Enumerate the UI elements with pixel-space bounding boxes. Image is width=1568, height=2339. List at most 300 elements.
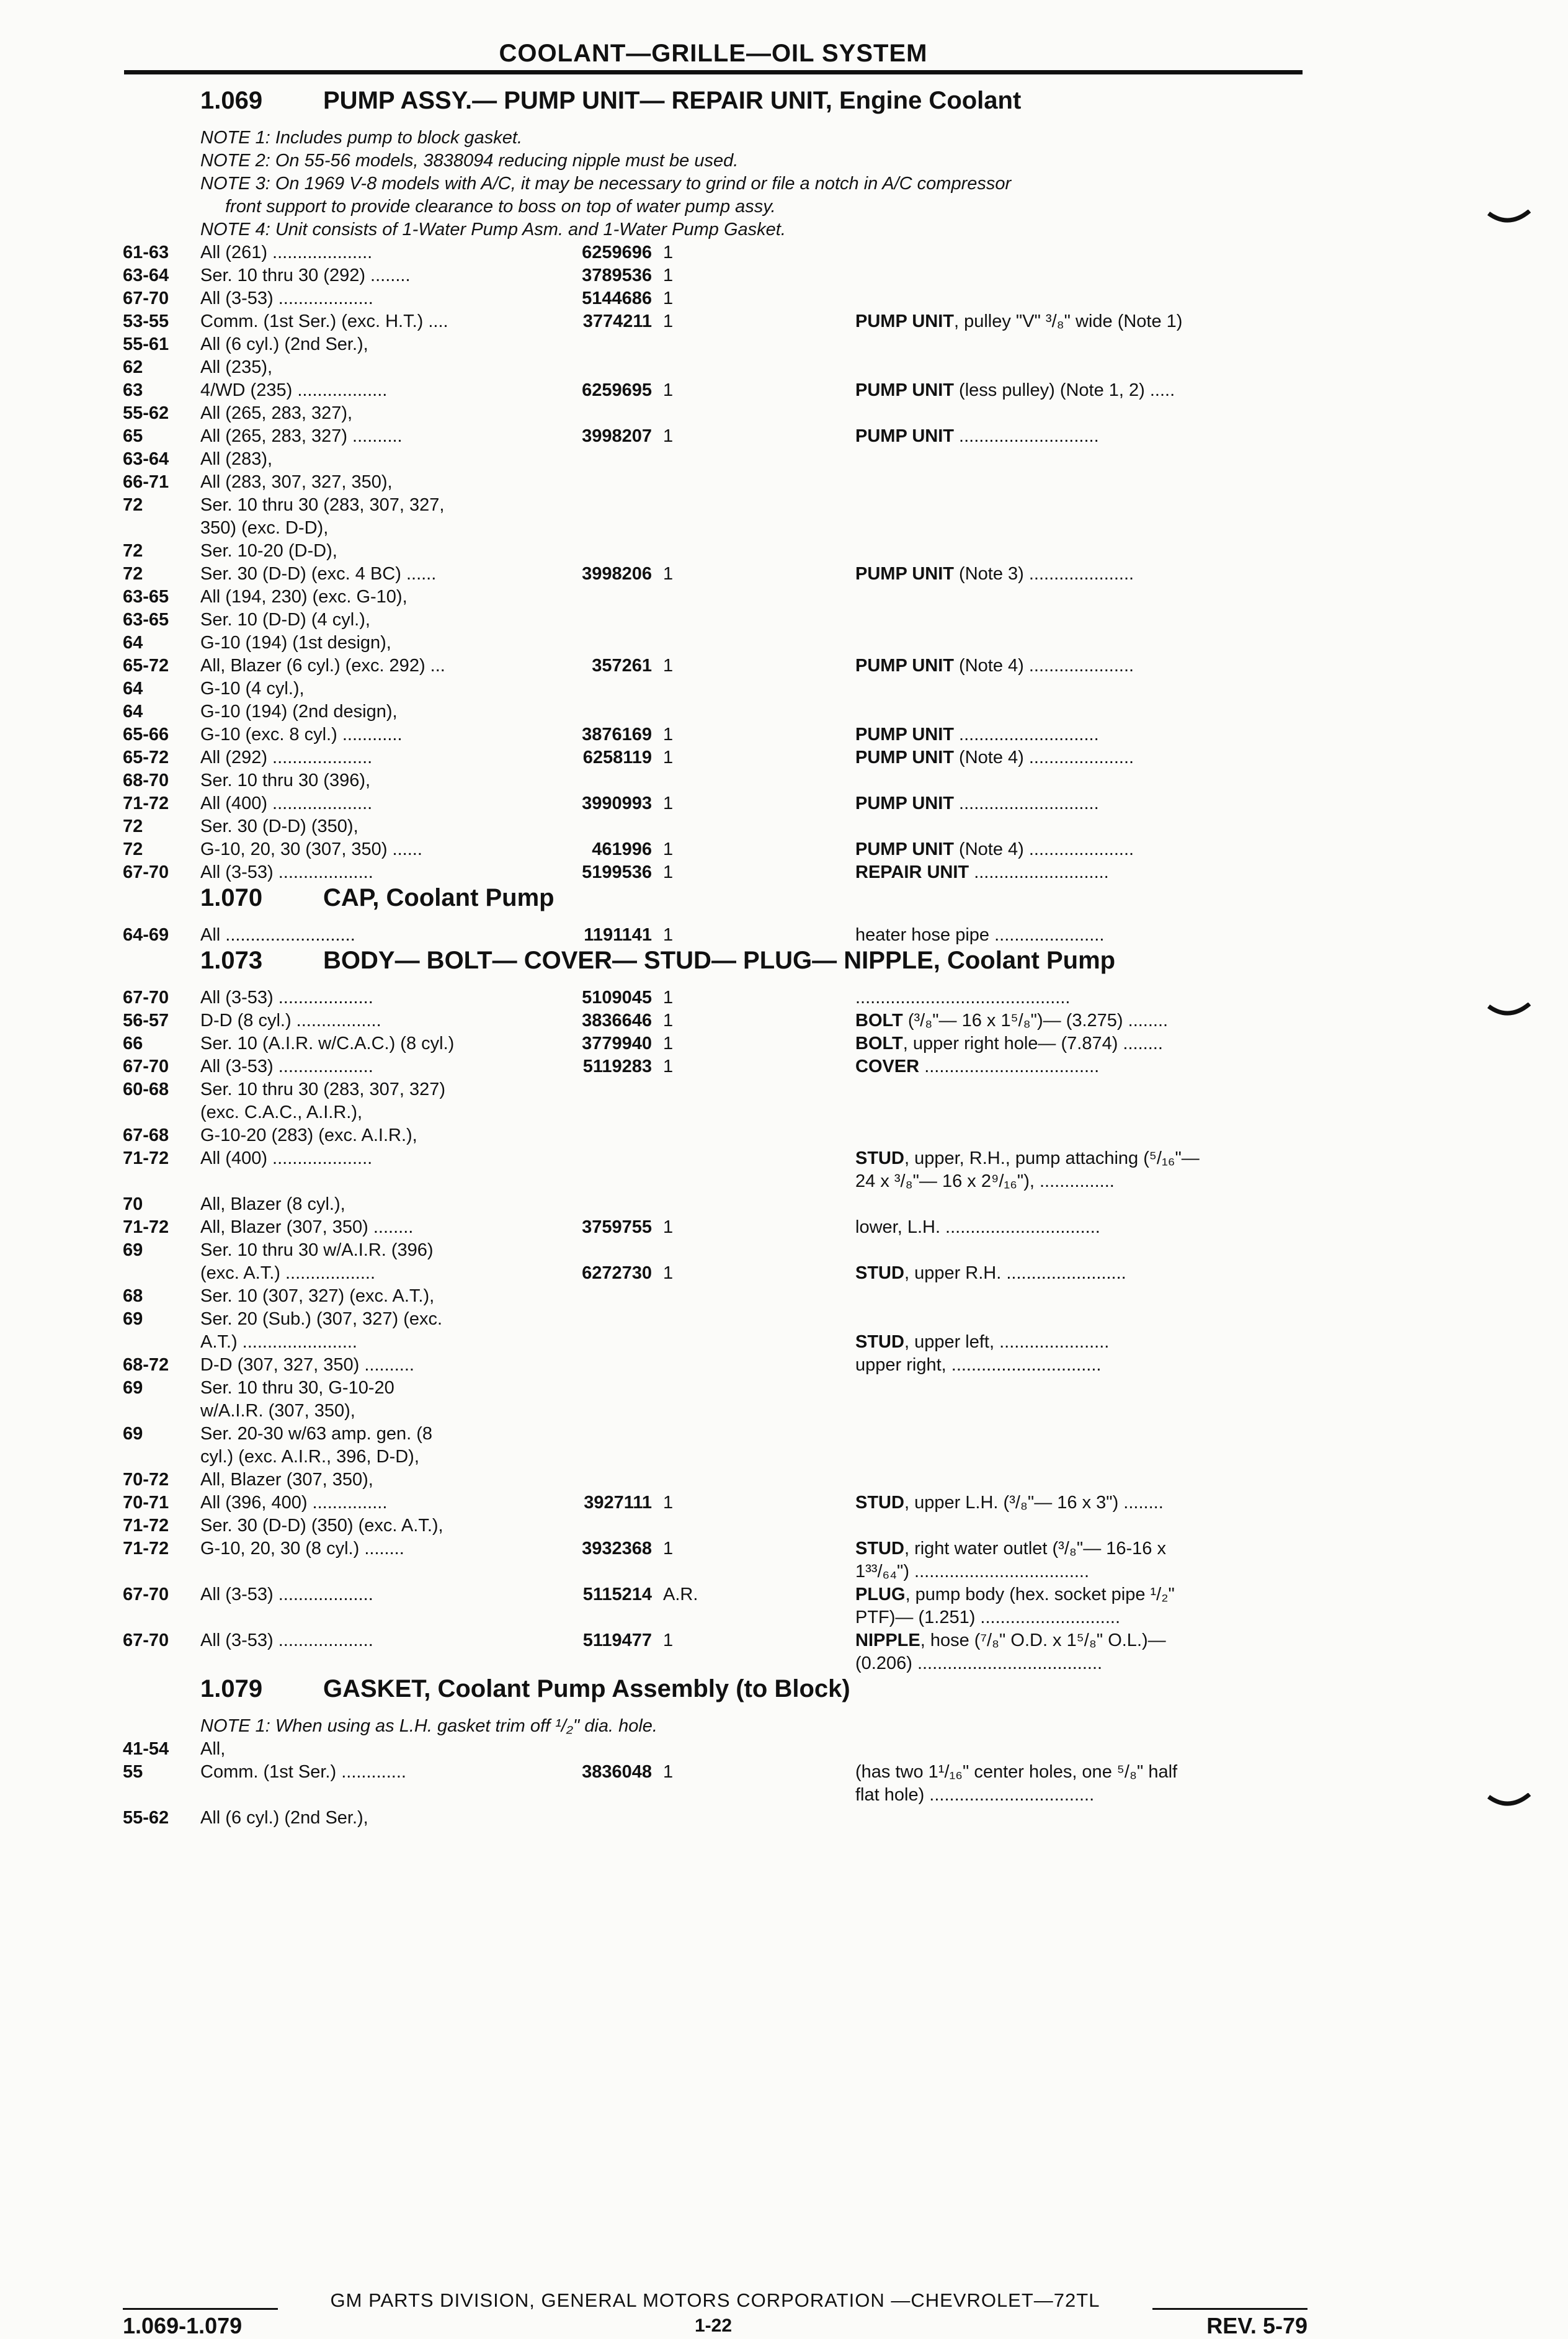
model-years: 70-72 (123, 1470, 169, 1490)
description (855, 986, 1319, 1009)
model-years: 55-62 (123, 403, 169, 423)
part-number: 1191141 (584, 925, 652, 945)
application: G-10 (exc. 8 cyl.) ............ (200, 725, 403, 745)
description (855, 1354, 1319, 1377)
part-number: 5199536 (582, 862, 652, 882)
description (855, 723, 1319, 746)
model-years: 67-68 (123, 1125, 169, 1145)
description-text: , right water outlet (³/₈"— 16-16 x (904, 1539, 1166, 1559)
model-years: 68 (123, 1286, 143, 1306)
table-row (123, 241, 1307, 264)
application: 350) (exc. D-D), (200, 518, 329, 538)
table-row (123, 402, 1307, 425)
application: All, Blazer (307, 350) ........ (200, 1217, 414, 1237)
part-number: 3789536 (582, 266, 652, 285)
application: Ser. 30 (D-D) (exc. 4 BC) ...... (200, 564, 437, 584)
section-heading: CAP, Coolant Pump (323, 884, 555, 911)
description (855, 1629, 1319, 1652)
table-row (123, 1583, 1307, 1606)
part-number: 6259696 (582, 243, 652, 262)
application: All (400) .................... (200, 794, 373, 813)
application: 4/WD (235) .................. (200, 380, 388, 400)
description (855, 1652, 1319, 1675)
table-row (123, 379, 1307, 402)
description (855, 1262, 1319, 1285)
table-row (123, 792, 1307, 815)
section-number: 1.070 (200, 884, 263, 911)
application: All (265, 283, 327) .......... (200, 426, 403, 446)
description-text: , hose (⁷/₈" O.D. x 1⁵/₈" O.L.)— (920, 1630, 1166, 1650)
table-row (123, 1761, 1307, 1784)
application: Ser. 10 thru 30 w/A.I.R. (396) (200, 1240, 434, 1260)
part-keyword: PUMP UNIT (855, 564, 954, 584)
section-note: NOTE 4: Unit consists of 1-Water Pump Asm. and 1-Water Pump Gasket. (200, 220, 786, 239)
part-keyword: STUD (855, 1493, 904, 1513)
description-text: 1³³/₆₄") ................................... (855, 1562, 1090, 1581)
quantity: 1 (663, 748, 674, 767)
application: All (3-53) ................... (200, 1630, 373, 1650)
quantity: 1 (663, 1011, 674, 1031)
description (855, 1055, 1319, 1078)
part-number: 3998206 (582, 564, 652, 584)
table-row (123, 746, 1307, 769)
application: Ser. 30 (D-D) (350), (200, 816, 359, 836)
part-number: 461996 (592, 839, 652, 859)
table-row (123, 723, 1307, 746)
part-number: 3759755 (582, 1217, 652, 1237)
table-row (123, 287, 1307, 310)
description-text: , upper, R.H., pump attaching (⁵/₁₆"— (904, 1148, 1200, 1168)
footer-page-number: 1-22 (694, 2315, 733, 2336)
part-number: 3836646 (582, 1011, 652, 1031)
application: G-10 (194) (1st design), (200, 633, 391, 653)
description-text: (Note 4) ..................... (953, 839, 1134, 859)
model-years: 67-70 (123, 288, 169, 308)
application: Comm. (1st Ser.) (exc. H.T.) .... (200, 311, 448, 331)
model-years: 63-64 (123, 266, 169, 285)
table-row (123, 1469, 1307, 1492)
application: Ser. 10 thru 30 (283, 307, 327, (200, 495, 445, 515)
section-note: NOTE 3: On 1969 V-8 models with A/C, it may be necessary to grind or file a notch in A/C compressor (200, 174, 1012, 194)
section-note: NOTE 1: When using as L.H. gasket trim off ¹/₂" dia. hole. (200, 1716, 657, 1736)
part-keyword: NIPPLE (855, 1630, 920, 1650)
table-row (123, 1216, 1307, 1239)
section-note: NOTE 1: Includes pump to block gasket. (200, 128, 523, 148)
table-row (123, 333, 1307, 356)
description (855, 1492, 1319, 1514)
table-row (123, 1629, 1307, 1652)
model-years: 67-70 (123, 1630, 169, 1650)
binder-mark-icon (1487, 1003, 1531, 1021)
description-text: , pulley "V" ³/₈" wide (Note 1) (953, 311, 1183, 331)
part-keyword: PUMP UNIT (855, 656, 954, 676)
description (855, 1784, 1319, 1807)
table-row (123, 769, 1307, 792)
quantity: 1 (663, 1057, 674, 1076)
description (855, 1009, 1319, 1032)
model-years: 71-72 (123, 1516, 169, 1536)
description (855, 838, 1319, 861)
quantity: 1 (663, 564, 674, 584)
quantity: 1 (663, 839, 674, 859)
table-row (123, 356, 1307, 379)
application: Ser. 10-20 (D-D), (200, 541, 337, 561)
table-row (123, 700, 1307, 723)
application: G-10 (194) (2nd design), (200, 702, 398, 722)
parts-catalog (123, 87, 1307, 1830)
model-years: 41-54 (123, 1739, 169, 1759)
table-row (123, 1514, 1307, 1537)
part-keyword: PUMP UNIT (855, 725, 954, 745)
description-text: 24 x ³/₈"— 16 x 2⁹/₁₆"), ............... (855, 1171, 1115, 1191)
description-text: ............................ (953, 794, 1099, 813)
description (855, 746, 1319, 769)
part-number: 5115214 (582, 1585, 652, 1604)
part-keyword: REPAIR UNIT (855, 862, 969, 882)
description-text: heater hose pipe ...................... (855, 925, 1105, 945)
section-heading: BODY— BOLT— COVER— STUD— PLUG— NIPPLE, Coolant Pump (323, 947, 1116, 974)
model-years: 71-72 (123, 1217, 169, 1237)
table-row (123, 815, 1307, 838)
model-years: 64 (123, 702, 143, 722)
part-keyword: PUMP UNIT (855, 426, 954, 446)
model-years: 72 (123, 541, 143, 561)
part-keyword: STUD (855, 1263, 904, 1283)
quantity: 1 (663, 1263, 674, 1283)
model-years: 63-64 (123, 449, 169, 469)
part-number: 5119477 (582, 1630, 652, 1650)
description-text: ........................... (969, 862, 1109, 882)
footer-line (123, 2289, 1307, 2314)
description (855, 1606, 1319, 1629)
description (855, 425, 1319, 448)
model-years: 65-72 (123, 748, 169, 767)
table-row (123, 632, 1307, 655)
part-number: 6272730 (582, 1263, 652, 1283)
model-years: 71-72 (123, 1148, 169, 1168)
table-row (123, 838, 1307, 861)
description-text: upper right, .............................. (855, 1355, 1102, 1375)
application: All (3-53) ................... (200, 862, 373, 882)
quantity: 1 (663, 794, 674, 813)
application: G-10, 20, 30 (307, 350) ...... (200, 839, 422, 859)
part-keyword: STUD (855, 1148, 904, 1168)
quantity: 1 (663, 426, 674, 446)
section-1-070 (123, 884, 1307, 947)
model-years: 69 (123, 1240, 143, 1260)
application: All (3-53) ................... (200, 1585, 373, 1604)
description (855, 861, 1319, 884)
application: All (283, 307, 327, 350), (200, 472, 393, 492)
quantity: 1 (663, 862, 674, 882)
page-header: COOLANT—GRILLE—OIL SYSTEM (499, 40, 928, 67)
table-row (123, 1423, 1307, 1446)
description (855, 1761, 1319, 1784)
part-keyword: COVER (855, 1057, 920, 1076)
quantity: 1 (663, 1034, 674, 1053)
table-row (123, 1784, 1307, 1807)
description (855, 1537, 1319, 1560)
quantity: 1 (663, 380, 674, 400)
binder-mark-icon (1487, 1793, 1531, 1812)
section-1-073 (123, 947, 1307, 1675)
application: All .......................... (200, 925, 355, 945)
section-title (123, 1675, 1307, 1715)
part-number: 3990993 (582, 794, 652, 813)
table-row (123, 1807, 1307, 1830)
description (855, 1560, 1319, 1583)
table-row (123, 1400, 1307, 1423)
description-text: PTF)— (1.251) ............................ (855, 1608, 1121, 1627)
description (855, 563, 1319, 586)
table-row (123, 1262, 1307, 1285)
model-years: 67-70 (123, 988, 169, 1008)
table-row (123, 1537, 1307, 1560)
application: G-10-20 (283) (exc. A.I.R.), (200, 1125, 417, 1145)
application: G-10 (4 cyl.), (200, 679, 305, 699)
model-years: 65-66 (123, 725, 169, 745)
footer-division: GM PARTS DIVISION, GENERAL MOTORS CORPORATION —CHEVROLET—72TL (330, 2289, 1100, 2311)
table-row (123, 264, 1307, 287)
description-text: , upper right hole— (7.874) ........ (902, 1034, 1163, 1053)
table-row (123, 540, 1307, 563)
description (855, 1170, 1319, 1193)
model-years: 69 (123, 1424, 143, 1444)
table-row (123, 1032, 1307, 1055)
description-text: ............................ (953, 426, 1099, 446)
model-years: 64-69 (123, 925, 169, 945)
section-note: front support to provide clearance to boss on top of water pump assy. (225, 197, 776, 217)
application: D-D (8 cyl.) ................. (200, 1011, 381, 1031)
section-title (123, 947, 1307, 986)
model-years: 72 (123, 495, 143, 515)
table-row (123, 310, 1307, 333)
application: Ser. 10 thru 30 (283, 307, 327) (200, 1080, 445, 1099)
table-row (123, 986, 1307, 1009)
model-years: 67-70 (123, 1057, 169, 1076)
model-years: 70-71 (123, 1493, 169, 1513)
part-number: 3998207 (582, 426, 652, 446)
application: All (3-53) ................... (200, 1057, 373, 1076)
part-keyword: STUD (855, 1332, 904, 1352)
quantity: 1 (663, 311, 674, 331)
model-years: 56-57 (123, 1011, 169, 1031)
part-number: 357261 (592, 656, 652, 676)
description (855, 1216, 1319, 1239)
application: All (6 cyl.) (2nd Ser.), (200, 334, 368, 354)
description-text: flat hole) ................................. (855, 1785, 1095, 1805)
description (855, 379, 1319, 402)
application: Ser. 30 (D-D) (350) (exc. A.T.), (200, 1516, 443, 1536)
model-years: 71-72 (123, 1539, 169, 1559)
description-text: , upper R.H. ........................ (904, 1263, 1126, 1283)
application: Comm. (1st Ser.) ............. (200, 1762, 406, 1782)
part-keyword: BOLT (855, 1011, 903, 1031)
part-keyword: PUMP UNIT (855, 839, 954, 859)
table-row (123, 1446, 1307, 1469)
description (855, 1032, 1319, 1055)
part-number: 5119283 (582, 1057, 652, 1076)
application: Ser. 10 thru 30 (396), (200, 771, 371, 790)
description-text: ................................... (919, 1057, 1100, 1076)
part-number: 5109045 (582, 988, 652, 1008)
part-number: 3836048 (582, 1762, 652, 1782)
application: All (292) .................... (200, 748, 373, 767)
description-text: , upper L.H. (³/₈"— 16 x 3") ........ (904, 1493, 1164, 1513)
section-1-069 (123, 87, 1307, 884)
part-keyword: PUMP UNIT (855, 311, 954, 331)
table-row (123, 861, 1307, 884)
table-row (123, 1331, 1307, 1354)
section-number: 1.073 (200, 947, 263, 974)
table-row (123, 1193, 1307, 1216)
model-years: 63 (123, 380, 143, 400)
table-row (123, 1239, 1307, 1262)
application: All (261) .................... (200, 243, 373, 262)
model-years: 69 (123, 1378, 143, 1398)
quantity: 1 (663, 1217, 674, 1237)
model-years: 68-70 (123, 771, 169, 790)
part-keyword: PUMP UNIT (855, 380, 954, 400)
model-years: 70 (123, 1194, 143, 1214)
table-row (123, 655, 1307, 678)
application: All (235), (200, 357, 273, 377)
model-years: 65-72 (123, 656, 169, 676)
description-text: (0.206) ..................................... (855, 1653, 1103, 1673)
application: Ser. 10 thru 30, G-10-20 (200, 1378, 394, 1398)
application: Ser. 10 (307, 327) (exc. A.T.), (200, 1286, 435, 1306)
model-years: 72 (123, 816, 143, 836)
model-years: 69 (123, 1309, 143, 1329)
table-row (123, 1606, 1307, 1629)
model-years: 67-70 (123, 862, 169, 882)
part-keyword: STUD (855, 1539, 904, 1559)
model-years: 64 (123, 679, 143, 699)
application: w/A.I.R. (307, 350), (200, 1401, 355, 1421)
table-row (123, 924, 1307, 947)
table-row (123, 1055, 1307, 1078)
binder-mark-icon (1487, 210, 1531, 228)
application: All, Blazer (307, 350), (200, 1470, 373, 1490)
application: A.T.) ....................... (200, 1332, 357, 1352)
quantity: 1 (663, 656, 674, 676)
part-number: 3774211 (582, 311, 652, 331)
quantity: 1 (663, 243, 674, 262)
table-row (123, 609, 1307, 632)
application: All (3-53) ................... (200, 988, 373, 1008)
description (855, 1583, 1319, 1606)
application: (exc. A.T.) .................. (200, 1263, 375, 1283)
table-row (123, 1285, 1307, 1308)
application: All (265, 283, 327), (200, 403, 353, 423)
application: All (194, 230) (exc. G-10), (200, 587, 408, 607)
model-years: 72 (123, 839, 143, 859)
application: Ser. 20 (Sub.) (307, 327) (exc. (200, 1309, 443, 1329)
model-years: 66 (123, 1034, 143, 1053)
application: All (6 cyl.) (2nd Ser.), (200, 1808, 368, 1828)
section-note: NOTE 2: On 55-56 models, 3838094 reducing nipple must be used. (200, 151, 739, 171)
model-years: 71-72 (123, 794, 169, 813)
model-years: 65 (123, 426, 143, 446)
description-text: , pump body (hex. socket pipe ¹/₂" (905, 1585, 1175, 1604)
model-years: 62 (123, 357, 143, 377)
description (855, 1147, 1319, 1170)
table-row (123, 494, 1307, 517)
part-number: 3932368 (582, 1539, 652, 1559)
quantity: 1 (663, 1630, 674, 1650)
description-text: (³/₈"— 16 x 1⁵/₈")— (3.275) ........ (902, 1011, 1169, 1031)
table-row (123, 1170, 1307, 1193)
quantity: 1 (663, 925, 674, 945)
section-heading: PUMP ASSY.— PUMP UNIT— REPAIR UNIT, Engine Coolant (323, 87, 1022, 114)
model-years: 67-70 (123, 1585, 169, 1604)
application: All (283), (200, 449, 273, 469)
table-row (123, 517, 1307, 540)
model-years: 63-65 (123, 587, 169, 607)
description-text: (less pulley) (Note 1, 2) ..... (953, 380, 1175, 400)
quantity: 1 (663, 1762, 674, 1782)
part-number: 3876169 (582, 725, 652, 745)
application: Ser. 10 (A.I.R. w/C.A.C.) (8 cyl.) (200, 1034, 455, 1053)
application: G-10, 20, 30 (8 cyl.) ........ (200, 1539, 404, 1559)
table-row (123, 1652, 1307, 1675)
part-number: 3927111 (584, 1493, 652, 1513)
description (855, 655, 1319, 678)
quantity: 1 (663, 1493, 674, 1513)
table-row (123, 448, 1307, 471)
part-keyword: PLUG (855, 1585, 906, 1604)
table-row (123, 1560, 1307, 1583)
application: All, (200, 1739, 226, 1759)
table-row (123, 471, 1307, 494)
quantity: A.R. (663, 1585, 698, 1604)
application: All, Blazer (6 cyl.) (exc. 292) ... (200, 656, 445, 676)
section-number: 1.069 (200, 87, 263, 114)
part-number: 3779940 (582, 1034, 652, 1053)
part-number: 6258119 (582, 748, 652, 767)
application: (exc. C.A.C., A.I.R.), (200, 1102, 363, 1122)
description (855, 1331, 1319, 1354)
part-keyword: PUMP UNIT (855, 748, 954, 767)
description-text: (Note 3) ..................... (953, 564, 1134, 584)
table-row (123, 1101, 1307, 1124)
application: D-D (307, 327, 350) .......... (200, 1355, 414, 1375)
section-title (123, 884, 1307, 924)
model-years: 64 (123, 633, 143, 653)
model-years: 63-65 (123, 610, 169, 630)
footer-rule-right (1152, 2308, 1307, 2310)
description-text: (has two 1¹/₁₆" center holes, one ⁵/₈" half (855, 1762, 1178, 1782)
section-heading: GASKET, Coolant Pump Assembly (to Block) (323, 1675, 850, 1702)
table-row (123, 1124, 1307, 1147)
description-text: (Note 4) ..................... (953, 748, 1134, 767)
model-years: 68-72 (123, 1355, 169, 1375)
application: All (400) .................... (200, 1148, 373, 1168)
footer-revision: REV. 5-79 (1206, 2313, 1307, 2338)
description-text: (Note 4) ..................... (953, 656, 1134, 676)
footer-rule-left (123, 2308, 278, 2310)
description (855, 792, 1319, 815)
part-keyword: PUMP UNIT (855, 794, 954, 813)
description (855, 310, 1319, 333)
section-number: 1.079 (200, 1675, 263, 1702)
table-row (123, 1147, 1307, 1170)
table-row (123, 678, 1307, 700)
table-row (123, 1308, 1307, 1331)
application: Ser. 10 thru 30 (292) ........ (200, 266, 411, 285)
model-years: 55-62 (123, 1808, 169, 1828)
model-years: 55 (123, 1762, 143, 1782)
